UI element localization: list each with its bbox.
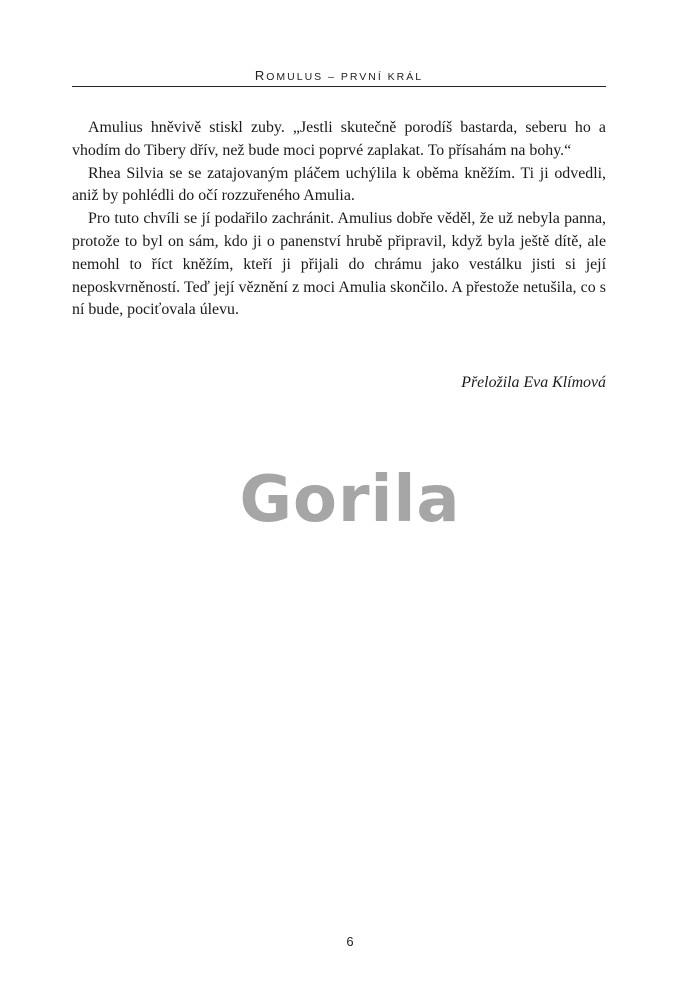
running-head-initial: R xyxy=(254,68,267,83)
running-head xyxy=(72,68,606,83)
paragraph-2: Rhea Silvia se se zatajovaným pláčem uchýlila k oběma kněžím. Ti ji odvedli, aniž by pohlédli do očí rozzuřeného Amulia. xyxy=(72,164,606,205)
gorila-watermark-logo: Gorila xyxy=(239,463,461,537)
translator-credit: Přeložila Eva Klímová xyxy=(461,374,606,391)
paragraph-1: Amulius hněvivě stiskl zuby. „Jestli skutečně porodíš bastarda, seberu ho a vhodím do Tibery dřív, než bude moci poprvé zaplakat. To přísahám na bohy.“ xyxy=(72,119,606,159)
body-text xyxy=(72,117,606,322)
page-number: 6 xyxy=(346,934,354,949)
header-rule xyxy=(72,86,606,87)
paragraph-3: Pro tuto chvíli se jí podařilo zachránit. Amulius dobře věděl, že už nebyla panna, protože to byl on sám, kdo ji o panenství hrubě připravil, když byla ještě dítě, ale nemohl to říct kněžím, kteří ji přijali do chrámu jako vestálku jisti si její neposkvrněností. Teď její věznění z moci Amulia skončilo. A přestože netušila, co s ní bude, pociťovala úlevu. xyxy=(72,210,606,319)
running-head-rest: OMULUS – PRVNÍ KRÁL xyxy=(266,71,424,83)
